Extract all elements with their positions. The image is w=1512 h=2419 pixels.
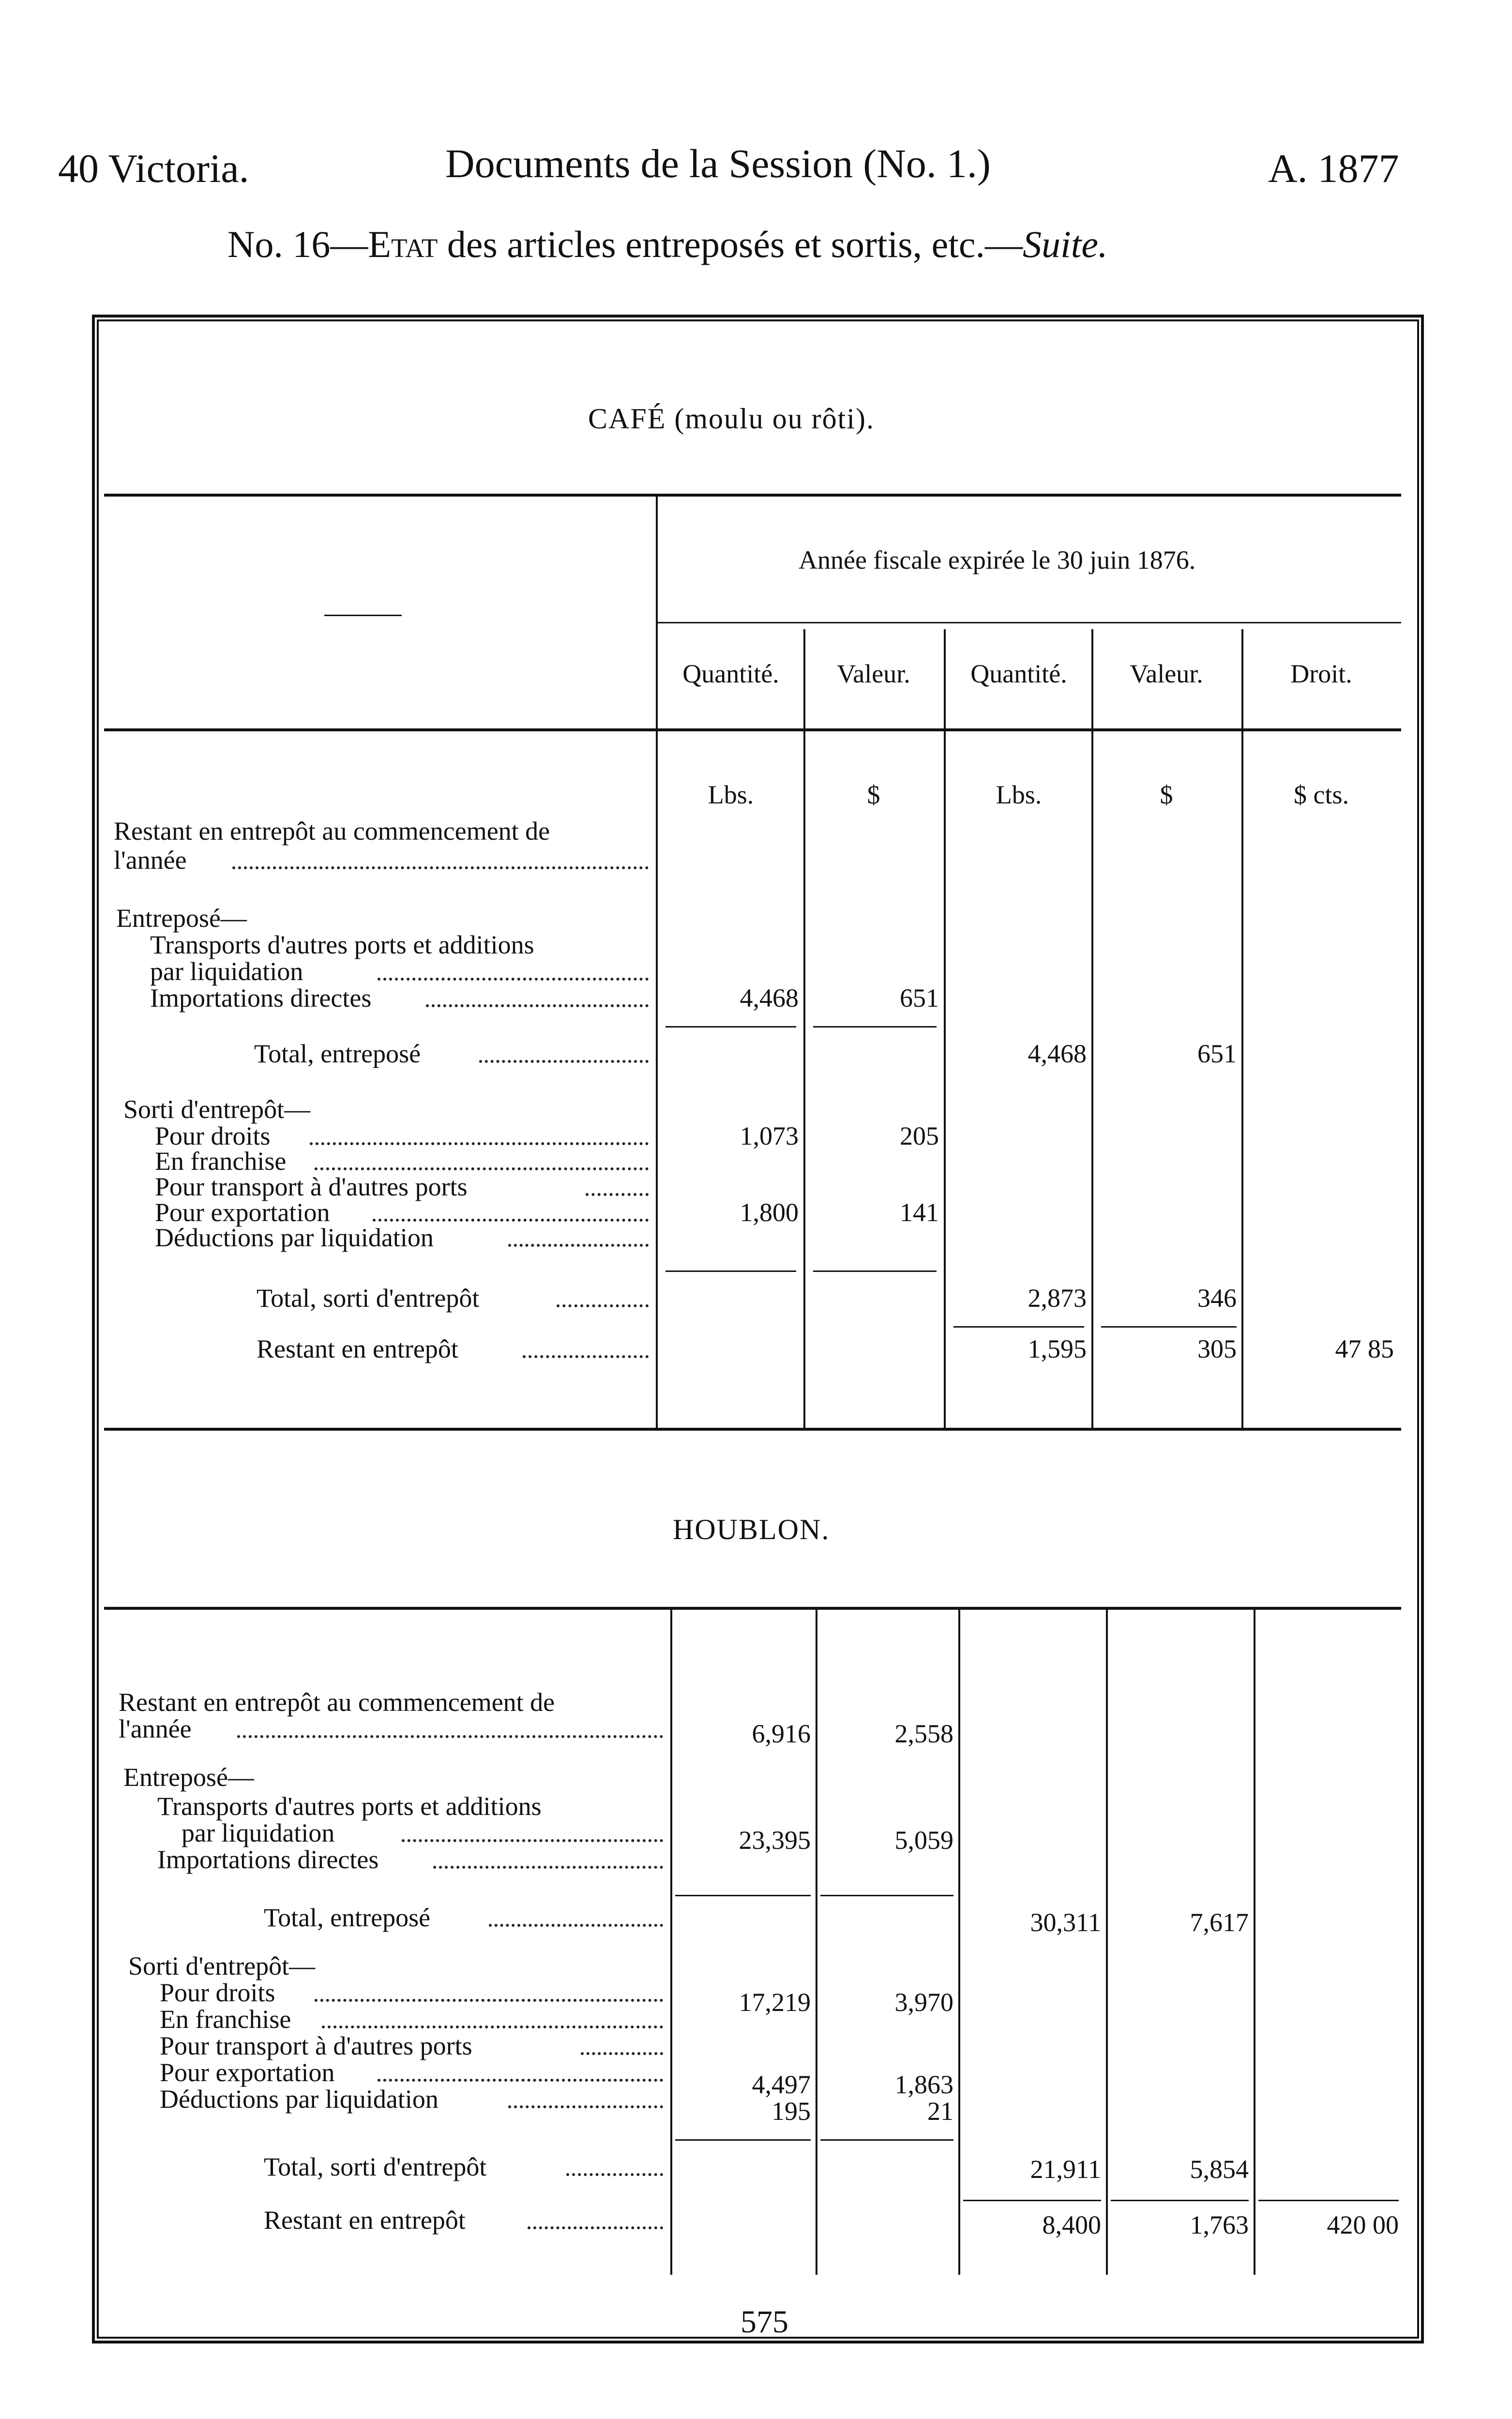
sum-rule <box>665 1026 796 1028</box>
cafe-total-entrepose-val: 651 <box>1197 1039 1237 1068</box>
cafe-total-sorti-qty: 2,873 <box>1028 1284 1087 1313</box>
leader-dots <box>586 1193 649 1196</box>
unit-droit: $ cts. <box>1294 780 1349 809</box>
col-head-valeur-2: Valeur. <box>1130 659 1203 688</box>
cafe-exportation-val: 141 <box>900 1198 939 1227</box>
sum-rule <box>1111 2200 1249 2201</box>
leader-dots <box>479 1060 649 1063</box>
table-title <box>227 223 1108 266</box>
cafe-label-sorti: Sorti d'entrepôt— <box>123 1095 311 1124</box>
houblon-label-restant: Restant en entrepôt <box>264 2206 466 2235</box>
sum-rule <box>1101 1326 1237 1328</box>
cafe-title-rule <box>104 494 1401 497</box>
header-center: Documents de la Session (No. 1.) <box>445 141 991 186</box>
cafe-exportation-qty: 1,800 <box>740 1198 799 1227</box>
cafe-restant-val: 305 <box>1197 1334 1237 1363</box>
unit-dollar-1: $ <box>867 780 880 809</box>
title-middle: des articles entreposés et sortis, etc.— <box>438 223 1023 265</box>
houblon-deductions-val: 21 <box>927 2097 953 2126</box>
cafe-col-line-3 <box>944 629 946 1428</box>
fiscal-year-rule <box>656 622 1401 623</box>
unit-lbs-2: Lbs. <box>996 780 1042 809</box>
col-head-quantite-2: Quantité. <box>970 659 1067 688</box>
houblon-restant-droit: 420 00 <box>1327 2210 1399 2239</box>
cafe-restant-droit: 47 85 <box>1335 1334 1394 1363</box>
fiscal-year: Année fiscale expirée le 30 juin 1876. <box>799 545 1196 575</box>
cafe-label-importations: Importations directes <box>150 983 372 1013</box>
houblon-label-transports-1: Transports d'autres ports et additions <box>157 1792 542 1821</box>
houblon-title-rule <box>104 1607 1401 1610</box>
title-etat: Etat <box>368 223 438 265</box>
cafe-label-restant: Restant en entrepôt <box>257 1334 458 1363</box>
unit-dollar-2: $ <box>1160 780 1173 809</box>
leader-dots <box>322 2026 663 2028</box>
cafe-pour-droits-val: 205 <box>900 1121 939 1150</box>
title-suite: Suite. <box>1023 223 1108 265</box>
cafe-total-sorti-val: 346 <box>1197 1284 1237 1313</box>
houblon-total-sorti-qty: 21,911 <box>1030 2155 1101 2184</box>
leader-dots <box>508 2105 663 2108</box>
header-right: A. 1877 <box>1268 146 1399 191</box>
houblon-exportation-qty: 4,497 <box>752 2070 811 2099</box>
leader-dots <box>378 2079 663 2082</box>
cafe-label-transport-autres: Pour transport à d'autres ports <box>155 1172 468 1201</box>
houblon-label-franchise: En franchise <box>160 2005 291 2034</box>
houblon-total-sorti-val: 5,854 <box>1190 2155 1249 2184</box>
houblon-label-transports-2: par liquidation <box>181 1818 335 1847</box>
houblon-label-total-sorti: Total, sorti d'entrepôt <box>264 2152 487 2181</box>
cafe-label-transports-1: Transports d'autres ports et additions <box>150 930 534 959</box>
houblon-label-restant-debut-1: Restant en entrepôt au commencement de <box>119 1688 555 1717</box>
cafe-bottom-rule <box>104 1428 1401 1431</box>
leader-dots <box>315 1167 649 1170</box>
houblon-transports-qty: 23,395 <box>739 1826 811 1855</box>
header-left: 40 Victoria. <box>58 146 249 191</box>
cafe-label-pour-droits: Pour droits <box>155 1121 271 1150</box>
cafe-label-deductions: Déductions par liquidation <box>155 1223 434 1252</box>
leader-dots <box>508 1244 649 1247</box>
houblon-pour-droits-val: 3,970 <box>894 1988 953 2017</box>
houblon-label-total-entrepose: Total, entreposé <box>264 1903 431 1932</box>
leader-dots <box>581 2052 663 2055</box>
houblon-total-entrepose-qty: 30,311 <box>1030 1908 1101 1937</box>
leader-dots <box>528 2226 663 2229</box>
houblon-restant-qty: 8,400 <box>1042 2210 1101 2239</box>
leader-dots <box>523 1355 649 1358</box>
houblon-col-line-2 <box>816 1607 817 2275</box>
stub-dash <box>324 615 402 616</box>
unit-lbs-1: Lbs. <box>708 780 754 809</box>
leader-dots <box>373 1219 649 1222</box>
cafe-header-rule <box>104 728 1401 731</box>
houblon-label-restant-debut-2: l'année <box>119 1714 192 1743</box>
sum-rule <box>820 1895 953 1896</box>
houblon-label-sorti: Sorti d'entrepôt— <box>128 1951 316 1981</box>
houblon-restant-debut-qty: 6,916 <box>752 1719 811 1748</box>
cafe-label-restant-debut-1: Restant en entrepôt au commencement de <box>114 816 550 846</box>
cafe-total-entrepose-qty: 4,468 <box>1028 1039 1087 1068</box>
leader-dots <box>566 2173 663 2176</box>
cafe-label-restant-debut-2: l'année <box>114 846 187 875</box>
cafe-pour-droits-qty: 1,073 <box>740 1121 799 1150</box>
sum-rule <box>813 1026 937 1028</box>
houblon-restant-debut-val: 2,558 <box>894 1719 953 1748</box>
leader-dots <box>489 1924 663 1927</box>
sum-rule <box>665 1270 796 1272</box>
col-head-droit: Droit. <box>1290 659 1352 688</box>
leader-dots <box>378 978 649 981</box>
leader-dots <box>433 1866 663 1869</box>
leader-dots <box>232 866 649 869</box>
cafe-importations-qty: 4,468 <box>740 983 799 1013</box>
houblon-total-entrepose-val: 7,617 <box>1190 1908 1249 1937</box>
leader-dots <box>402 1839 663 1842</box>
houblon-label-deductions: Déductions par liquidation <box>160 2085 438 2114</box>
houblon-label-exportation: Pour exportation <box>160 2058 335 2087</box>
houblon-col-line-1 <box>670 1607 672 2275</box>
houblon-label-entrepose: Entreposé— <box>123 1763 254 1792</box>
houblon-restant-val: 1,763 <box>1190 2210 1249 2239</box>
sum-rule <box>675 1895 811 1896</box>
leader-dots <box>237 1735 663 1738</box>
sum-rule <box>1258 2200 1399 2201</box>
cafe-label-total-sorti: Total, sorti d'entrepôt <box>257 1284 480 1313</box>
cafe-label-exportation: Pour exportation <box>155 1198 330 1227</box>
sum-rule <box>675 2139 811 2141</box>
cafe-col-line-5 <box>1241 629 1243 1428</box>
cafe-label-entrepose: Entreposé— <box>116 904 247 933</box>
houblon-col-line-4 <box>1106 1607 1108 2275</box>
cafe-col-line-1 <box>656 494 658 1428</box>
houblon-label-importations: Importations directes <box>157 1845 379 1874</box>
cafe-importations-val: 651 <box>900 983 939 1013</box>
col-head-quantite-1: Quantité. <box>682 659 779 688</box>
cafe-title: CAFÉ (moulu ou rôti). <box>588 403 875 435</box>
houblon-exportation-val: 1,863 <box>894 2070 953 2099</box>
title-prefix: No. 16— <box>227 223 368 265</box>
houblon-label-pour-droits: Pour droits <box>160 1978 275 2007</box>
cafe-restant-qty: 1,595 <box>1028 1334 1087 1363</box>
col-head-valeur-1: Valeur. <box>837 659 910 688</box>
houblon-deductions-qty: 195 <box>771 2097 811 2126</box>
leader-dots <box>310 1142 649 1145</box>
leader-dots <box>557 1304 649 1307</box>
sum-rule <box>953 1326 1084 1328</box>
sum-rule <box>963 2200 1101 2201</box>
cafe-col-line-2 <box>803 629 805 1428</box>
leader-dots <box>315 1999 663 2002</box>
houblon-label-transport-autres: Pour transport à d'autres ports <box>160 2031 472 2060</box>
houblon-transports-val: 5,059 <box>894 1826 953 1855</box>
page-number: 575 <box>741 2304 788 2340</box>
sum-rule <box>813 1270 937 1272</box>
houblon-col-line-3 <box>958 1607 960 2275</box>
cafe-label-franchise: En franchise <box>155 1147 287 1176</box>
leader-dots <box>426 1004 649 1007</box>
cafe-col-line-4 <box>1091 629 1093 1428</box>
houblon-pour-droits-qty: 17,219 <box>739 1988 811 2017</box>
cafe-label-total-entrepose: Total, entreposé <box>254 1039 421 1068</box>
cafe-label-transports-2: par liquidation <box>150 957 303 986</box>
houblon-title: HOUBLON. <box>673 1513 830 1545</box>
houblon-col-line-5 <box>1254 1607 1255 2275</box>
sum-rule <box>820 2139 953 2141</box>
